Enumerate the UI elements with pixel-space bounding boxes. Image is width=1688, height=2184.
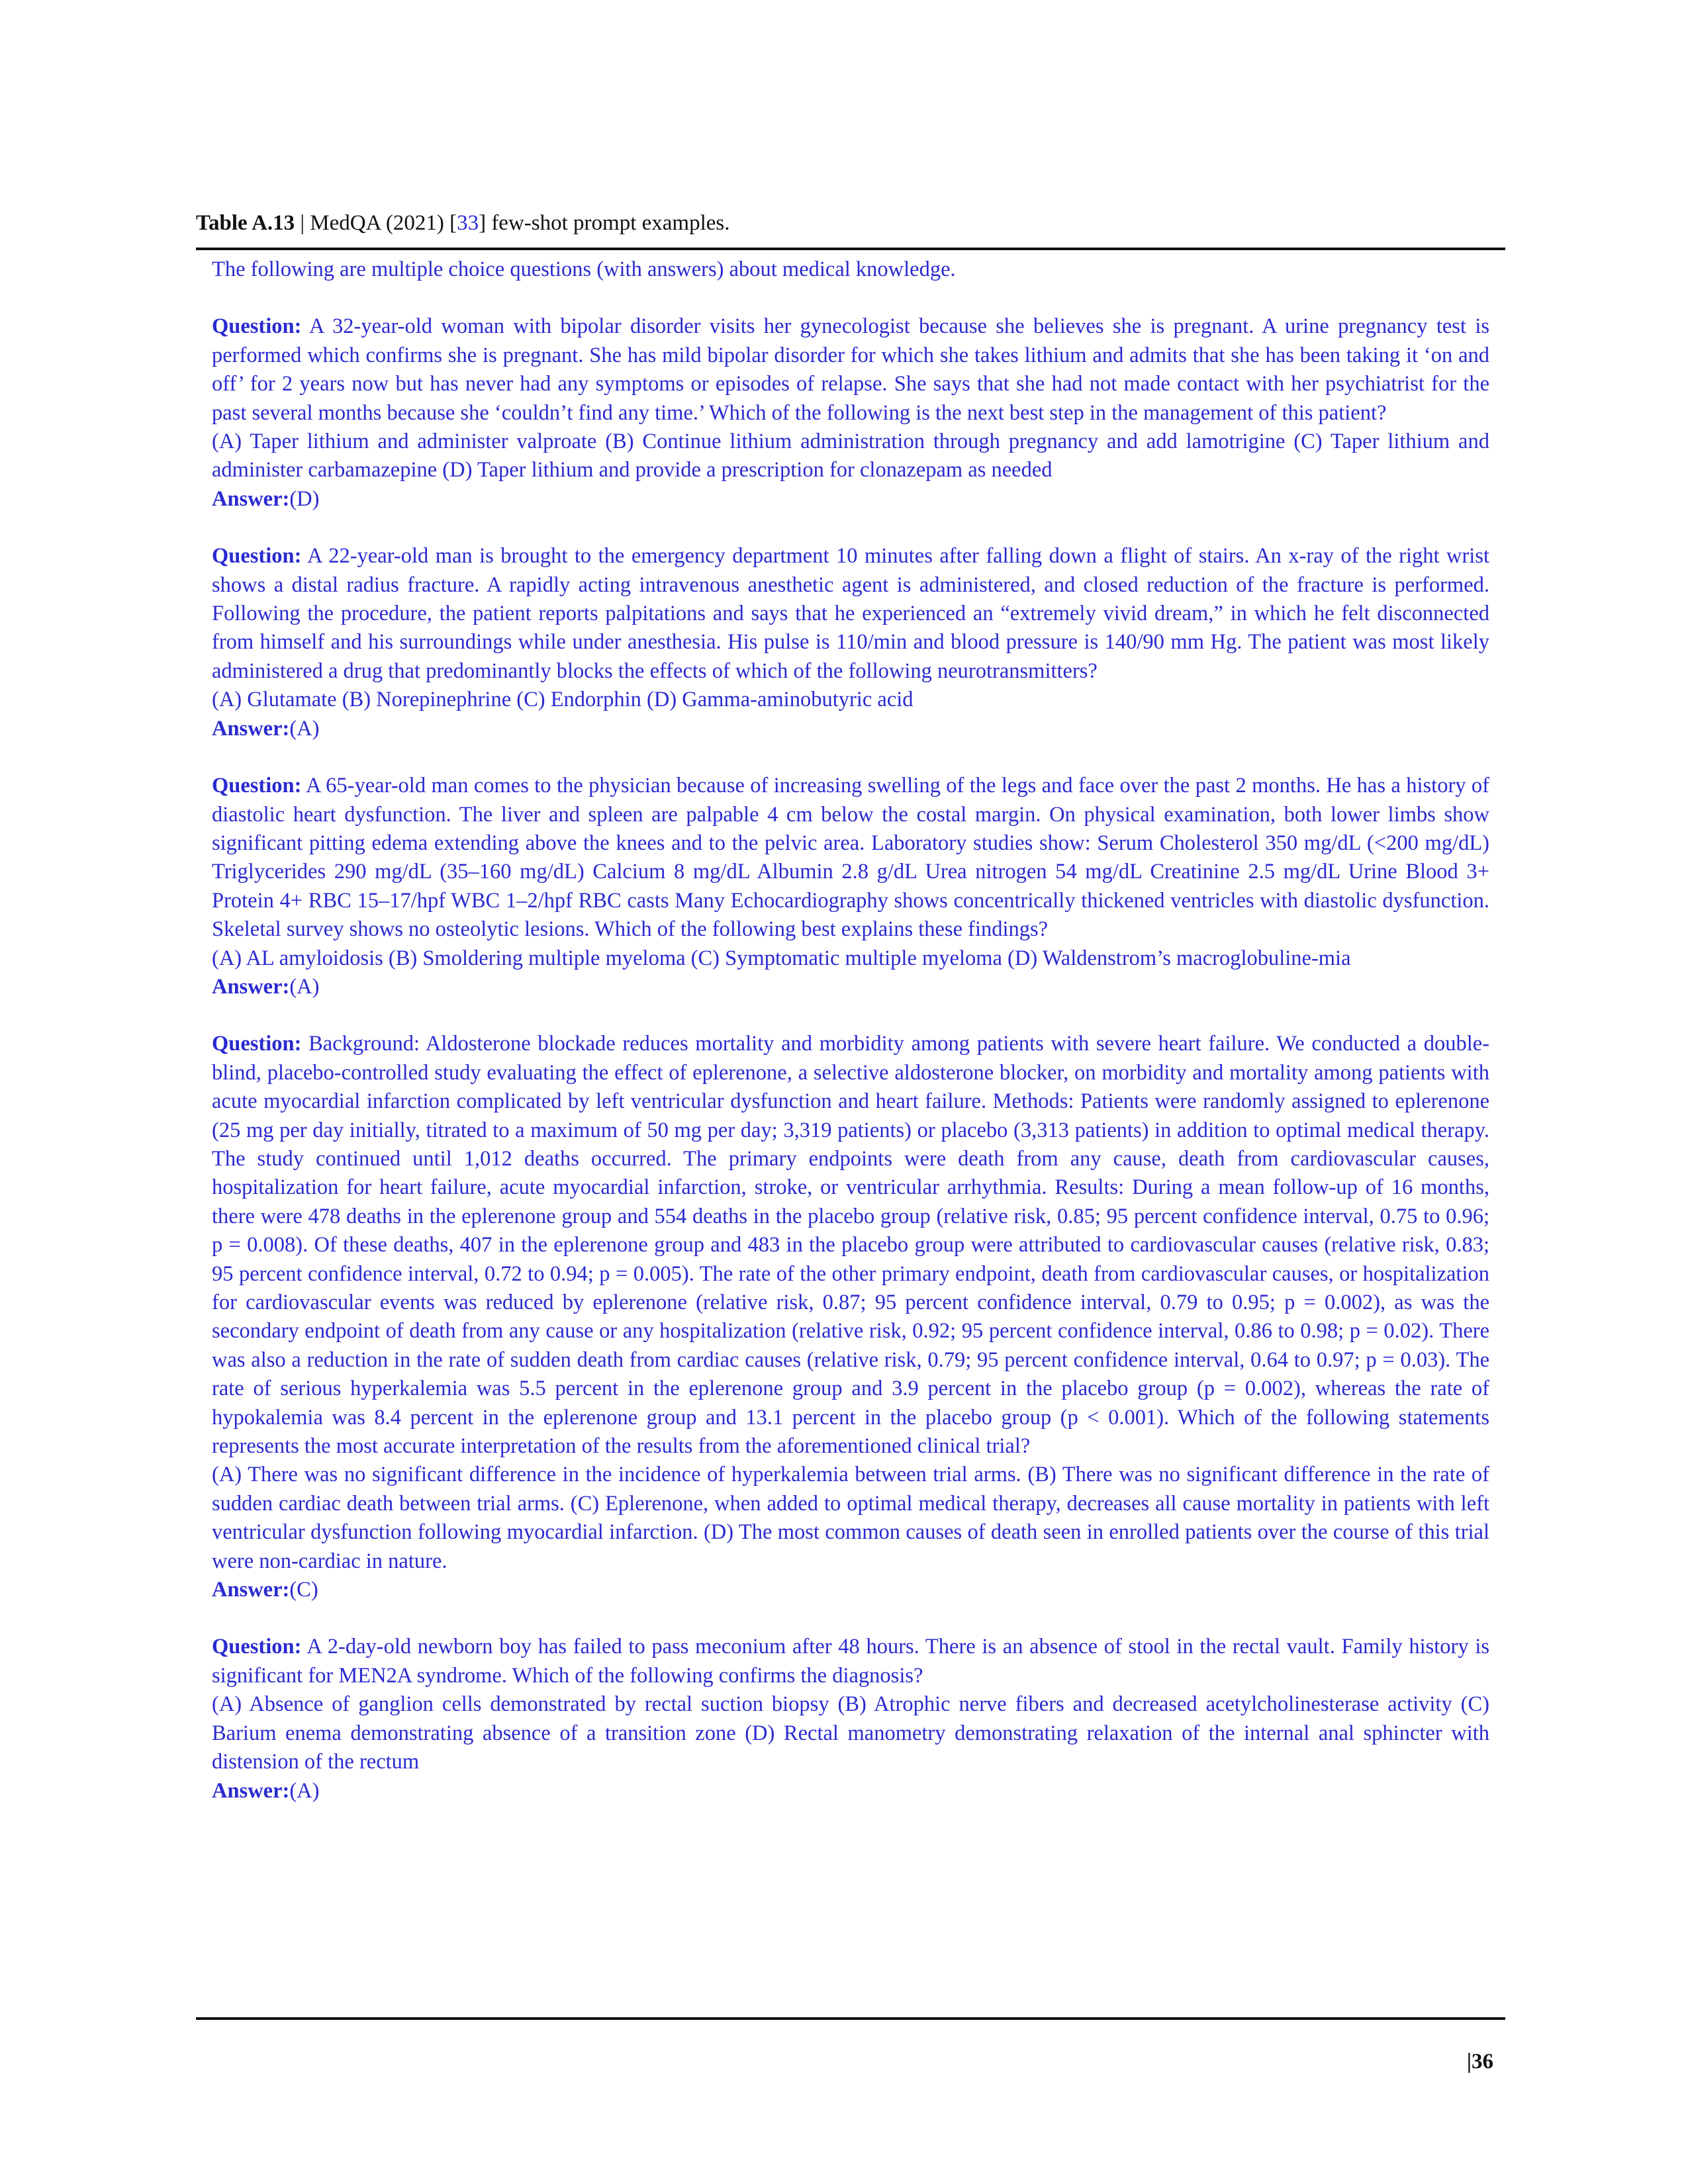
answer-label: Answer: (212, 1778, 290, 1803)
question-label: Question: (212, 544, 302, 569)
table-caption (196, 209, 1507, 237)
question-text (212, 772, 1489, 944)
answer-options: (A) Absence of ganglion cells demonstrated by rectal suction biopsy (B) Atrophic nerve fibers and decreased acetylcholinesterase activity (C) Barium enema demonstrating absence of a transition zone (D) Rectal manometry demonstrating relaxation of the internal anal sphincter with distension of the rectum (212, 1692, 1489, 1774)
question-text (212, 1030, 1489, 1461)
question-body: Background: Aldosterone blockade reduces mortality and morbidity among patients with severe heart failure. We conducted a double-blind, placebo-controlled study evaluating the effect of eplerenone, a selective aldosterone blocker, on morbidity and mortality among patients with acute myocardial infarction complicated by left ventricular dysfunction and heart failure. Methods: Patients were randomly assigned to eplerenone (25 mg per day initially, titrated to a maximum of 50 mg per day; 3,319 patients) or placebo (3,313 patients) in addition to optimal medical therapy. The study continued until 1,012 deaths occurred. The primary endpoints were death from any cause, death from cardiovascular causes, hospitalization for heart failure, acute myocardial infarction, stroke, or ventricular arrhythmia. Results: During a mean follow-up of 16 months, there were 478 deaths in the eplerenone group and 554 deaths in the placebo group (relative risk, 0.85; 95 percent confidence interval, 0.75 to 0.96; p = 0.008). Of these deaths, 407 in the eplerenone group and 483 in the placebo group were attributed to cardiovascular causes (relative risk, 0.83; 95 percent confidence interval, 0.72 to 0.94; p = 0.005). The rate of the other primary endpoint, death from cardiovascular causes, or hospitalization for cardiovascular events was reduced by eplerenone (relative risk, 0.87; 95 percent confidence interval, 0.79 to 0.95; p = 0.002), as was the secondary endpoint of death from any cause or any hospitalization (relative risk, 0.92; 95 percent confidence interval, 0.86 to 0.98; p = 0.02). There was also a reduction in the rate of sudden death from cardiac causes (relative risk, 0.79; 95 percent confidence interval, 0.64 to 0.97; p = 0.03). The rate of serious hyperkalemia was 5.5 percent in the eplerenone group and 3.9 percent in the placebo group (p = 0.002), whereas the rate of hypokalemia was 8.4 percent in the eplerenone group and 13.1 percent in the placebo group (p < 0.001). Which of the following statements represents the most accurate interpretation of the results from the aforementioned clinical trial? (212, 1032, 1489, 1459)
answer-line (212, 1777, 1489, 1805)
answer-line (212, 485, 1489, 514)
question-text (212, 1633, 1489, 1690)
question-label: Question: (212, 1032, 302, 1056)
question-block (212, 312, 1489, 514)
question-body: A 65-year-old man comes to the physician because of increasing swelling of the legs and face over the past 2 months. He has a history of diastolic heart dysfunction. The liver and spleen are palpable 4 cm below the costal margin. On physical examination, both lower limbs show significant pitting edema extending above the knees and to the pelvic area. Laboratory studies show: Serum Cholesterol 350 mg/dL (<200 mg/dL) Triglycerides 290 mg/dL (35–160 mg/dL) Calcium 8 mg/dL Albumin 2.8 g/dL Urea nitrogen 54 mg/dL Creatinine 2.5 mg/dL Urine Blood 3+ Protein 4+ RBC 15–17/hpf WBC 1–2/hpf RBC casts Many Echocardiography shows concentrically thickened ventricles with diastolic dysfunction. Skeletal survey shows no osteolytic lesions. Which of the following best explains these findings? (212, 774, 1489, 942)
answer-line (212, 973, 1489, 1001)
answer-label: Answer: (212, 974, 290, 999)
caption-separator: | MedQA (2021) [ (295, 211, 457, 235)
intro-text: The following are multiple choice questions (with answers) about medical knowledge. (212, 257, 956, 281)
answer-line (212, 715, 1489, 743)
question-text (212, 312, 1489, 428)
answer-options: (A) Glutamate (B) Norepinephrine (C) Endorphin (D) Gamma-aminobutyric acid (212, 688, 914, 712)
question-body: A 2-day-old newborn boy has failed to pass meconium after 48 hours. There is an absence of stool in the rectal vault. Family history is significant for MEN2A syndrome. Which of the following confirms the diagnosis? (212, 1635, 1489, 1688)
answer-line (212, 1576, 1489, 1604)
answer-value: (A) (289, 716, 320, 741)
top-rule (196, 248, 1505, 250)
answer-label: Answer: (212, 1578, 290, 1602)
answer-options: (A) AL amyloidosis (B) Smoldering multiple myeloma (C) Symptomatic multiple myeloma (D) Waldenstrom’s macroglobuline-mia (212, 946, 1351, 970)
bottom-rule (196, 2017, 1505, 2020)
question-body: A 22-year-old man is brought to the emergency department 10 minutes after falling down a flight of stairs. An x-ray of the right wrist shows a distal radius fracture. A rapidly acting intravenous anesthetic agent is administered, and closed reduction of the fracture is performed. Following the procedure, the patient reports palpitations and says that he experienced an “extremely vivid dream,” in which he felt disconnected from himself and his surroundings while under anesthesia. His pulse is 110/min and blood pressure is 140/90 mm Hg. The patient was most likely administered a drug that predominantly blocks the effects of which of the following neurotransmitters? (212, 544, 1489, 683)
caption-rest: ] few-shot prompt examples. (479, 211, 730, 235)
answer-value: (C) (289, 1578, 318, 1602)
answer-value: (D) (289, 486, 320, 511)
table-label: Table A.13 (196, 211, 295, 235)
answer-options: (A) Taper lithium and administer valproate (B) Continue lithium administration through pregnancy and add lamotrigine (C) Taper lithium and administer carbamazepine (D) Taper lithium and provide a prescription for clonazepam as needed (212, 430, 1489, 482)
question-label: Question: (212, 774, 302, 798)
question-label: Question: (212, 1635, 302, 1659)
question-block (212, 1030, 1489, 1604)
question-label: Question: (212, 314, 302, 339)
prompt-content (212, 255, 1489, 1805)
citation-link[interactable]: 33 (457, 211, 479, 235)
answer-value: (A) (289, 1778, 320, 1803)
question-block (212, 542, 1489, 743)
answer-value: (A) (289, 974, 320, 999)
question-body: A 32-year-old woman with bipolar disorder visits her gynecologist because she believes she is pregnant. A urine pregnancy test is performed which confirms she is pregnant. She has mild bipolar disorder for which she takes lithium and admits that she has been taking it ‘on and off’ for 2 years now but has never had any symptoms or episodes of relapse. She says that she had not made contact with her psychiatrist for the past several months because she ‘couldn’t find any time.’ Which of the following is the next best step in the management of this patient? (212, 314, 1489, 425)
answer-label: Answer: (212, 716, 290, 741)
page-number: |36 (1466, 2050, 1493, 2073)
answer-label: Answer: (212, 486, 290, 511)
question-block (212, 772, 1489, 1001)
question-block (212, 1633, 1489, 1805)
question-text (212, 542, 1489, 686)
answer-options: (A) There was no significant difference in the incidence of hyperkalemia between trial arms. (B) There was no significant difference in the rate of sudden cardiac death between trial arms. (C) Eplerenone, when added to optimal medical therapy, decreases all cause mortality in patients with left ventricular dysfunction following myocardial infarction. (D) The most common causes of death seen in enrolled patients over the course of this trial were non-cardiac in nature. (212, 1463, 1489, 1573)
